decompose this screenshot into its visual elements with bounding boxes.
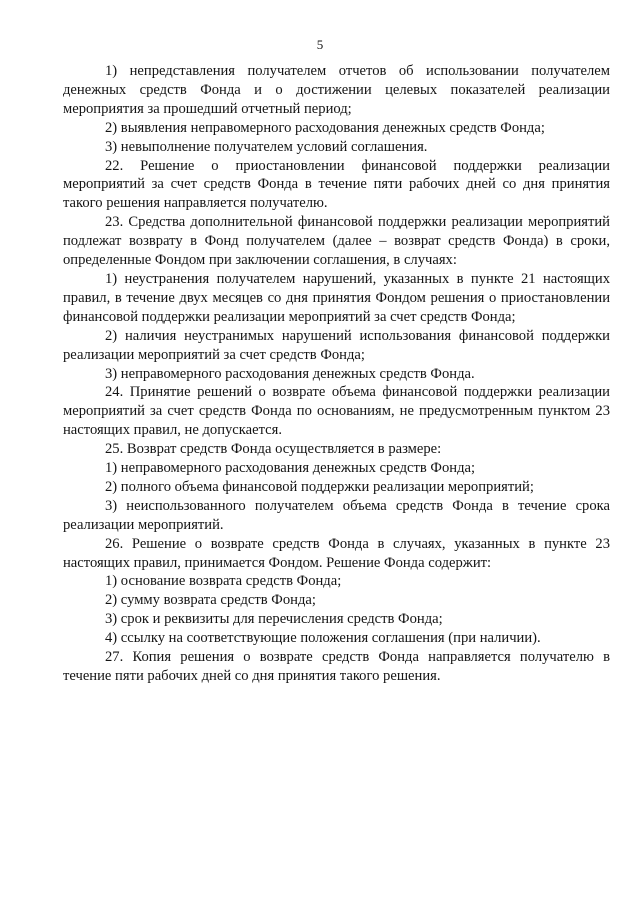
paragraph-item-27: 27. Копия решения о возврате средств Фонда направляется получателю в течение пяти рабочих дней со дня принятия такого решения. [63, 649, 610, 684]
paragraph-item-25-case-1: 1) неправомерного расходования денежных средств Фонда; [105, 460, 476, 477]
paragraph-clause-2-misuse: 2) выявления неправомерного расходования денежных средств Фонда; [105, 119, 545, 136]
paragraph-item-23-case-3: 3) неправомерного расходования денежных средств Фонда. [105, 365, 475, 382]
paragraph-item-26-content-1: 1) основание возврата средств Фонда; [105, 573, 342, 590]
paragraph-clause-1-reports: 1) непредставления получателем отчетов об использовании получателем денежных средств Фонда и о достижении целевых показателей реализации мероприятия за прошедший отчетный период; [63, 63, 610, 117]
page-number: 5 [316, 37, 324, 52]
document-body [63, 62, 610, 686]
paragraph-item-25-case-3: 3) неиспользованного получателем объема средств Фонда в течение срока реализации мероприятий. [63, 497, 610, 533]
paragraph-item-24: 24. Принятие решений о возврате объема финансовой поддержки реализации мероприятий за счет средств Фонда по основаниям, не предусмотренным пунктом 23 настоящих правил, не допускается. [63, 384, 610, 439]
paragraph-item-26: 26. Решение о возврате средств Фонда в случаях, указанных в пункте 23 настоящих правил, принимается Фондом. Решение Фонда содержит: [63, 535, 610, 571]
paragraph-item-26-content-2: 2) сумму возврата средств Фонда; [105, 592, 316, 609]
paragraph-item-23-case-1: 1) неустранения получателем нарушений, указанных в пункте 21 настоящих правил, в течение двух месяцев со дня принятия Фондом решения о приостановлении финансовой поддержки реализации мероприятий за счет средств Фонда; [63, 270, 610, 325]
paragraph-item-22: 22. Решение о приостановлении финансовой поддержки реализации мероприятий за счет средств Фонда в течение пяти рабочих дней со дня принятия такого решения направляется получателю. [63, 157, 610, 212]
paragraph-item-26-content-4: 4) ссылку на соответствующие положения соглашения (при наличии). [105, 630, 541, 647]
paragraph-item-23: 23. Средства дополнительной финансовой поддержки реализации мероприятий подлежат возврату в Фонд получателем (далее – возврат средств Фонда) в сроки, определенные Фондом при заключении соглашения, в случаях: [63, 214, 610, 269]
paragraph-item-23-case-2: 2) наличия неустранимых нарушений использования финансовой поддержки реализации мероприятий за счет средств Фонда; [63, 327, 610, 363]
paragraph-item-25-case-2: 2) полного объема финансовой поддержки реализации мероприятий; [105, 478, 534, 495]
paragraph-item-25: 25. Возврат средств Фонда осуществляется в размере: [105, 441, 442, 458]
paragraph-clause-3-noncompliance: 3) невыполнение получателем условий соглашения. [105, 138, 428, 155]
paragraph-item-26-content-3: 3) срок и реквизиты для перечисления средств Фонда; [105, 611, 443, 628]
